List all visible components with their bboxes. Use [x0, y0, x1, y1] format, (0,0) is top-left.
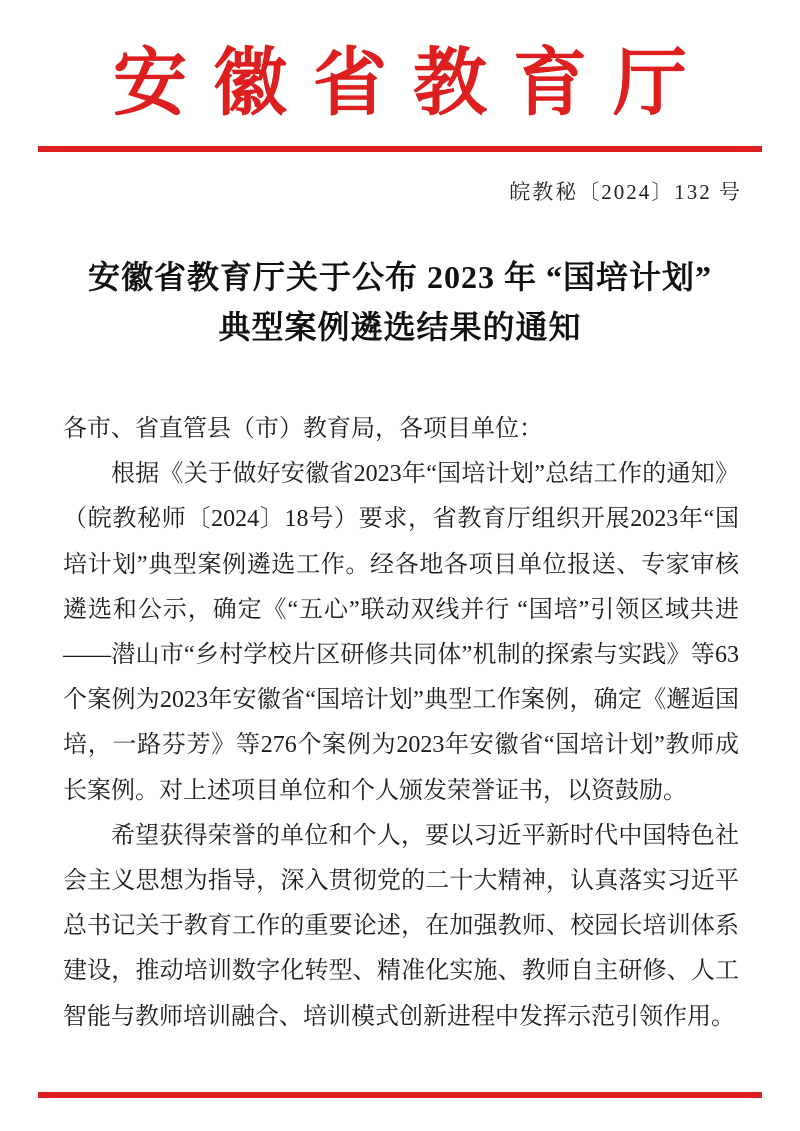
footer-double-rule: [38, 1092, 762, 1098]
body-paragraph-1: 根据《关于做好安徽省2023年“国培计划”总结工作的通知》（皖教秘师〔2024〕18号）要求，省教育厅组织开展2023年“国培计划”典型案例遴选工作。经各地各项目单位报送、专家审核遴选和公示，确定《“五心”联动双线并行 “国培”引领区域共进——潜山市“乡村学校片区研修共同体”机制的探索与实践》等63个案例为2023年安徽省“国培计划”典型工作案例，确定《邂逅国培，一路芬芳》等276个案例为2023年安徽省“国培计划”教师成长案例。对上述项目单位和个人颁发荣誉证书，以资鼓励。: [63, 461, 739, 804]
salutation-line: 各市、省直管县（市）教育局，各项目单位：: [63, 416, 543, 442]
document-title-line2: 典型案例遴选结果的通知: [218, 309, 582, 345]
agency-name-header: 安徽省教育厅: [113, 43, 713, 125]
header-double-rule: [38, 146, 762, 152]
document-reference-number: 皖教秘〔2024〕132 号: [509, 180, 742, 204]
body-paragraph-2: 希望获得荣誉的单位和个人，要以习近平新时代中国特色社会主义思想为指导，深入贯彻党的二十大精神，认真落实习近平总书记关于教育工作的重要论述，在加强教师、校园长培训体系建设，推动培训数字化转型、精准化实施、教师自主研修、人工智能与教师培训融合、培训模式创新进程中发挥示范引领作用。: [63, 822, 739, 1030]
document-body: [63, 407, 739, 1040]
document-title: [0, 252, 800, 352]
document-title-line1: 安徽省教育厅关于公布 2023 年 “国培计划”: [87, 259, 712, 295]
